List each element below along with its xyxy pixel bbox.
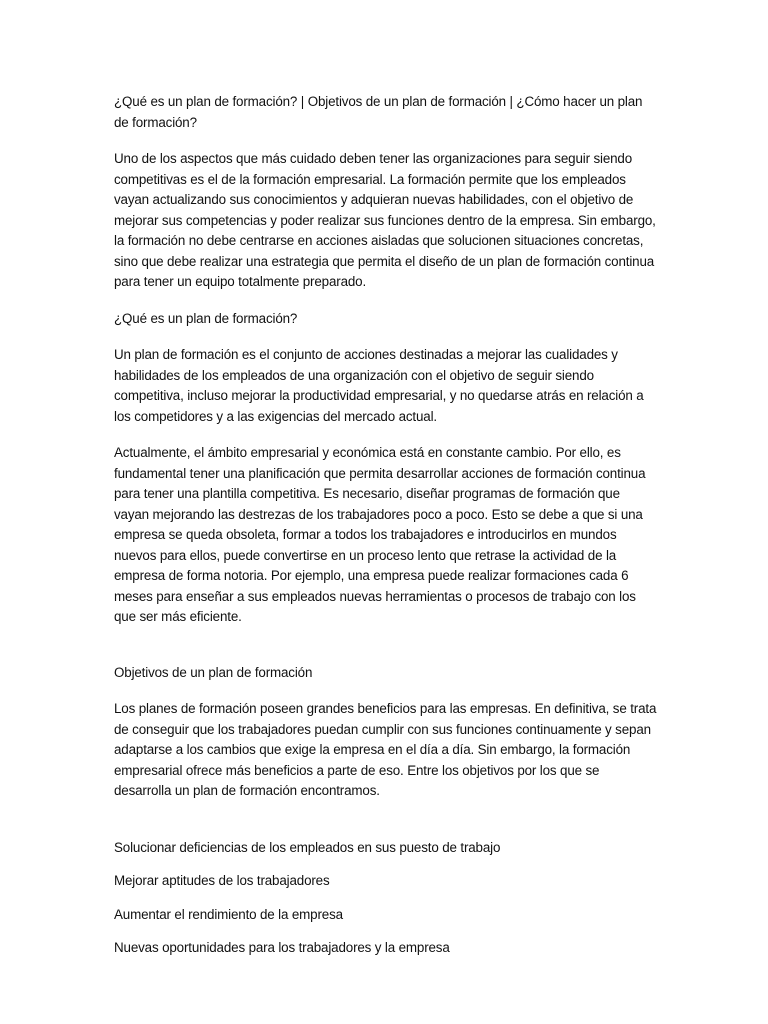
section-heading-what-is: ¿Qué es un plan de formación? — [114, 310, 298, 326]
paragraph-context: Actualmente, el ámbito empresarial y económica está en constante cambio. Por ello, es fundamental tener una planificación que permita desarrollar acciones de formación continua para tener una plantilla competitiva. Es necesario, diseñar programas de formación que vayan mejorando las destrezas de los trabajadores poco a poco. Esto se debe a que si una empresa se queda obsoleta, formar a todos los trabajadores e introducirlos en mundos nuevos para ellos, puede convertirse en un proceso lento que retrase la actividad de la empresa de forma notoria. Por ejemplo, una empresa puede realizar formaciones cada 6 meses para enseñar a sus empleados nuevas herramientas o procesos de trabajo con los que ser más eficiente. — [114, 445, 646, 624]
intro-paragraph: Uno de los aspectos que más cuidado deben tener las organizaciones para seguir siendo competitivas es el de la formación empresarial. La formación permite que los empleados vayan actualizando sus conocimientos y adquieran nuevas habilidades, con el objetivo de mejorar sus competencias y poder realizar sus funciones dentro de la empresa. Sin embargo, la formación no debe centrarse en acciones aisladas que solucionen situaciones concretas, sino que debe realizar una estrategia que permita el diseño de un plan de formación continua para tener un equipo totalmente preparado. — [114, 151, 656, 289]
section-heading-objectives: Objetivos de un plan de formación — [114, 664, 313, 680]
paragraph-objectives: Los planes de formación poseen grandes beneficios para las empresas. En definitiva, se trata de conseguir que los trabajadores puedan cumplir con sus funciones continuamente y sepan adaptarse a los cambios que exige la empresa en el día a día. Sin embargo, la formación empresarial ofrece más beneficios a parte de eso. Entre los objetivos por los que se desarrolla un plan de formación encontramos. — [114, 701, 657, 798]
list-item: Solucionar deficiencias de los empleados en sus puesto de trabajo — [114, 839, 501, 855]
objectives-list — [114, 838, 658, 959]
paragraph-definition: Un plan de formación es el conjunto de acciones destinadas a mejorar las cualidades y habilidades de los empleados de una organización con el objetivo de seguir siendo competitiva, incluso mejorar la productividad empresarial, y no quedarse atrás en relación a los competidores y a las exigencias del mercado actual. — [114, 347, 644, 424]
list-item: Nuevas oportunidades para los trabajadores y la empresa — [114, 940, 450, 955]
list-item: Mejorar aptitudes de los trabajadores — [114, 873, 330, 888]
list-item: Aumentar el rendimiento de la empresa — [114, 906, 343, 922]
document-title: ¿Qué es un plan de formación? | Objetivos de un plan de formación | ¿Cómo hacer un plan de formación? — [114, 94, 643, 130]
